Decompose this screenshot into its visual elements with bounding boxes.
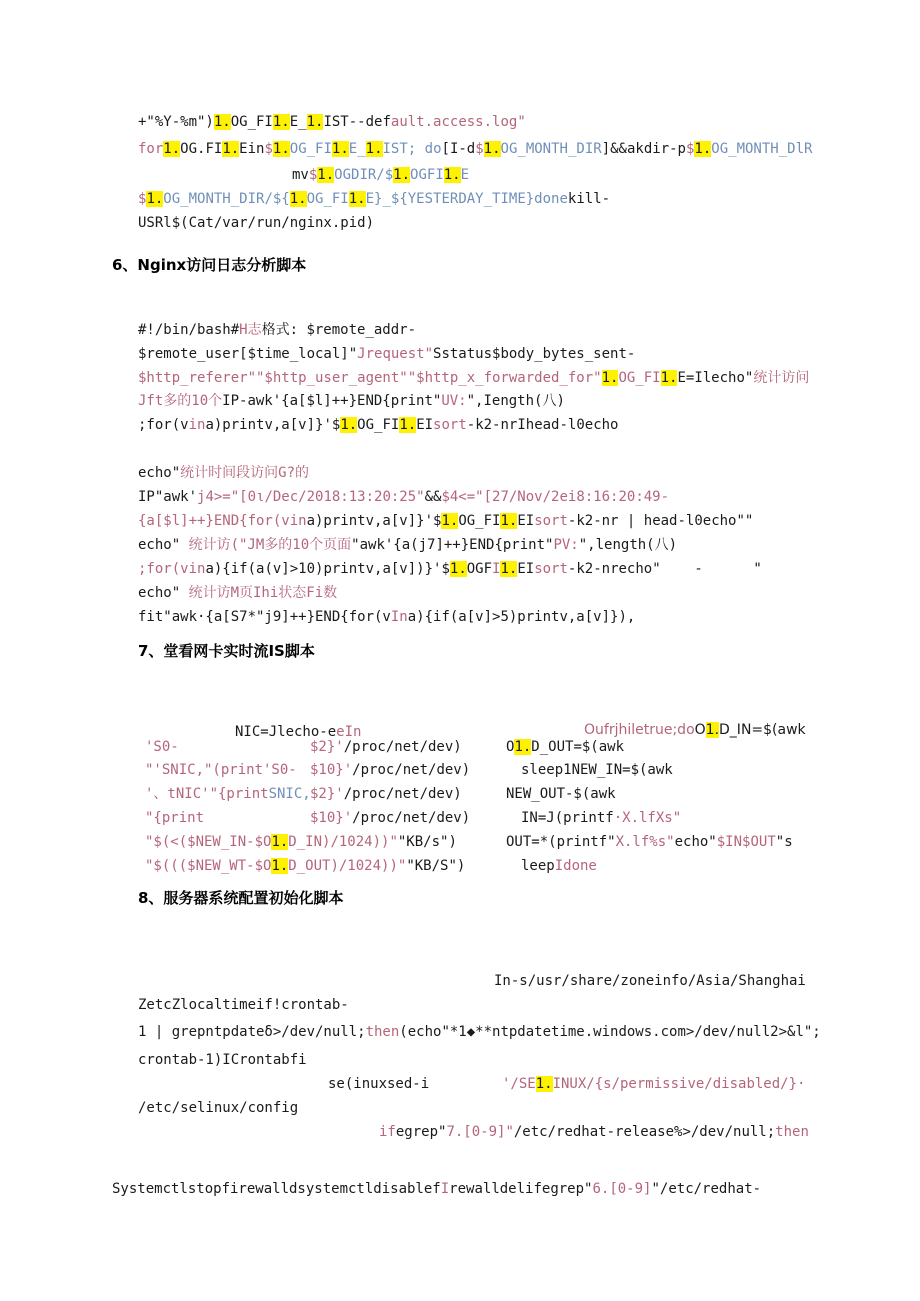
code-line-34: [145, 856, 465, 876]
code-token: IP-awk'{a[$l]++}END{print": [222, 393, 442, 409]
code-token: j4>="[0ι/Dec/2018:13:20:25": [197, 489, 425, 505]
code-token: +"%Y-%m"): [138, 114, 214, 130]
code-token: if: [379, 1124, 396, 1140]
highlight-mark: 1.: [272, 114, 290, 130]
highlight-mark: 1.: [289, 191, 307, 207]
highlight-mark: 1.: [271, 858, 289, 874]
code-token: OG_MONTH_DlR: [711, 141, 813, 157]
code-line-2: [138, 139, 812, 159]
code-token: In-s/usr/share/zoneinfo/Asia/Shanghai: [494, 973, 806, 989]
code-token: egrep": [541, 1181, 593, 1197]
code-token: Oufrjhiletrue;do: [584, 722, 695, 738]
code-token: /etc/selinux/config: [138, 1100, 299, 1116]
code-line-25: [521, 760, 673, 780]
code-token: D_OUT)/1024))": [288, 858, 407, 874]
code-token: OG_MONTH_DIR/${: [163, 191, 290, 207]
code-token: a)printv,a[v]}': [205, 417, 332, 433]
code-line-22: [506, 737, 624, 757]
code-line-26: [145, 784, 311, 804]
code-line-42: [138, 1098, 298, 1118]
highlight-mark: 1.: [331, 141, 349, 157]
code-token: E_: [348, 141, 366, 157]
highlight-mark: 1.: [365, 141, 383, 157]
code-token: EI: [416, 417, 434, 433]
code-token: $IN$OUT: [716, 834, 776, 850]
highlight-mark: 1.: [271, 834, 289, 850]
highlight-mark: 1.: [500, 561, 518, 577]
code-line-1: [138, 112, 526, 132]
code-token: $: [331, 417, 341, 433]
highlight-mark: 1.: [213, 114, 231, 130]
code-token: 6.[0-9]: [592, 1181, 652, 1197]
code-token: IST--def: [323, 114, 391, 130]
code-token: 7.[0-9]": [446, 1124, 514, 1140]
highlight-mark: 1.: [222, 141, 240, 157]
code-line-28: [506, 784, 616, 804]
code-token: crontab-1)ICrontabfi: [138, 1052, 307, 1068]
code-token: /proc/net/dev): [352, 762, 471, 778]
code-token: OG_FI: [618, 370, 661, 386]
code-line-15: [138, 559, 762, 579]
heading-6: 6、Nginx访问日志分析脚本: [112, 256, 307, 274]
code-line-36: [494, 971, 806, 991]
highlight-mark: 1.: [306, 114, 324, 130]
code-token: "s: [775, 834, 793, 850]
code-token: "awk'{a(j7]++}END{print": [351, 537, 554, 553]
code-token: OG_FI: [458, 513, 501, 529]
highlight-mark: 1.: [317, 167, 335, 183]
code-token: "KB/s"): [397, 834, 457, 850]
code-line-17: [138, 607, 635, 627]
code-line-11: [138, 463, 309, 483]
code-token: SNIC,: [268, 786, 311, 802]
code-line-44: [112, 1179, 761, 1199]
code-token: IP"awk': [138, 489, 198, 505]
code-token: 格式: $remote_addr-: [261, 322, 417, 338]
code-token: $2}': [310, 786, 344, 802]
code-token: then: [775, 1124, 809, 1140]
code-token: ",length(八): [578, 537, 678, 553]
code-token: $4<="[27/Nov/2ei8:16:20:49-: [441, 489, 670, 505]
highlight-mark: 1.: [705, 722, 720, 738]
code-token: sort: [534, 561, 568, 577]
code-token: NIC=Jlecho-e: [235, 724, 337, 740]
code-line-30: [310, 808, 470, 828]
code-token: Systemctlstopfirewalldsystemctldisablef: [112, 1181, 441, 1197]
code-token: "$((($NEW_WT-$O: [145, 858, 272, 874]
code-line-20: [145, 737, 179, 757]
code-token: I: [440, 1181, 450, 1197]
code-token: /etc/redhat-release%>/dev/null;: [513, 1124, 776, 1140]
highlight-mark: 1.: [500, 513, 518, 529]
code-line-8: [138, 368, 809, 388]
code-line-9: [138, 391, 565, 411]
code-token: sleep1NEW_IN=$(awk: [521, 762, 673, 778]
code-line-21: [310, 737, 462, 757]
highlight-mark: 1.: [694, 141, 712, 157]
code-line-16: [138, 583, 337, 603]
code-token: ;for(v: [138, 561, 189, 577]
code-token: a)printv,a[v]}': [306, 513, 434, 529]
code-line-33: [506, 832, 793, 852]
code-token: #!/bin/bash#: [138, 322, 240, 338]
code-line-6: [138, 320, 416, 340]
code-line-23: [145, 760, 297, 780]
code-token: 统计访("JM多的10个页面: [188, 537, 352, 553]
code-token: $: [475, 141, 484, 157]
code-token: echo": [138, 585, 189, 601]
code-token: ",Iength(八): [466, 393, 565, 409]
code-token: 统计访问: [753, 370, 810, 386]
code-token: $http_referer""$http_user_agent""$http_x_forwarded_for": [138, 370, 602, 386]
code-token: '/SE: [502, 1076, 536, 1092]
code-token: OG_FI: [230, 114, 273, 130]
code-token: mv: [292, 167, 309, 183]
code-token: "{print: [145, 810, 205, 826]
code-line-3: [292, 165, 469, 185]
code-line-4: [138, 189, 610, 209]
code-token: OGFI: [410, 167, 444, 183]
code-token: echo": [674, 834, 717, 850]
code-token: echo": [138, 537, 189, 553]
code-token: E: [460, 167, 470, 183]
code-token: $10}': [310, 762, 353, 778]
heading-7: 7、堂看网卡实时流IS脚本: [138, 642, 315, 660]
code-line-43: [379, 1122, 809, 1142]
code-token: /proc/net/dev): [343, 739, 462, 755]
code-line-38: [138, 1022, 821, 1042]
heading-8: 8、服务器系统配置初始化脚本: [138, 889, 344, 907]
code-token: PV:: [553, 537, 579, 553]
code-token: ]&&akdir-p: [601, 141, 686, 157]
code-line-10: [138, 415, 618, 435]
code-token: $remote_user[$time_local]": [138, 346, 358, 362]
code-token: /proc/net/dev): [352, 810, 471, 826]
code-token: UV:: [441, 393, 467, 409]
code-token: ;for(v: [138, 417, 189, 433]
code-token: NEW_OUT-$(awk: [506, 786, 616, 802]
code-token: in: [188, 561, 206, 577]
code-token: for: [138, 141, 164, 157]
code-line-40: [328, 1074, 429, 1094]
highlight-mark: 1.: [272, 141, 290, 157]
highlight-mark: 1.: [441, 513, 459, 529]
code-line-14: [138, 535, 677, 555]
code-line-13: [138, 511, 753, 531]
code-line-12: [138, 487, 669, 507]
code-token: fit"awk·{a[S7*"j9]++}END{for(v: [138, 609, 391, 625]
highlight-mark: 1.: [535, 1076, 553, 1092]
code-token: "$(<($NEW_IN-$O: [145, 834, 272, 850]
code-token: &&: [424, 489, 442, 505]
code-line-31: [521, 808, 681, 828]
code-token: 统计时间段访问G?的: [180, 465, 310, 481]
code-token: echo": [138, 465, 181, 481]
highlight-mark: 1.: [601, 370, 619, 386]
code-line-32: [145, 832, 457, 852]
highlight-mark: 1.: [340, 417, 358, 433]
code-token: X.lf%s": [615, 834, 675, 850]
highlight-mark: 1.: [399, 417, 417, 433]
code-token: 1 | grepntpdateδ>/dev/null;: [138, 1024, 366, 1040]
code-line-35: [521, 856, 597, 876]
code-token: IST; do: [382, 141, 442, 157]
code-token: $: [138, 191, 147, 207]
code-token: '、tNIC'"{print: [145, 786, 269, 802]
code-token: a){if(a[v]>5)printv,a[v]}),: [407, 609, 636, 625]
code-token: in: [289, 513, 307, 529]
highlight-mark: 1.: [163, 141, 181, 157]
code-token: /proc/net/dev): [343, 786, 462, 802]
highlight-mark: 1.: [449, 561, 467, 577]
code-line-27: [310, 784, 462, 804]
code-token: EI: [517, 513, 535, 529]
code-token: In: [390, 609, 408, 625]
code-token: se(inuxsed-i: [328, 1076, 430, 1092]
code-token: EI: [517, 561, 535, 577]
code-token: 'S0-: [145, 739, 179, 755]
code-token: $: [685, 141, 695, 157]
code-token: leep: [521, 858, 555, 874]
code-token: -k2-nrIhead-l0echo: [466, 417, 619, 433]
code-token: -k2-nr | head-l0echo"": [567, 513, 754, 529]
code-token: $10}': [310, 810, 353, 826]
code-token: OG_FI: [289, 141, 332, 157]
code-token: IN=J(printf: [521, 810, 614, 826]
code-token: OUT=*(printf": [506, 834, 616, 850]
highlight-mark: 1.: [348, 191, 366, 207]
code-token: D_IN)/1024))": [288, 834, 398, 850]
code-token: rewalldelif: [449, 1181, 542, 1197]
code-token: OG_FI: [306, 191, 349, 207]
code-token: OGF: [466, 561, 493, 577]
code-line-41: [502, 1074, 805, 1094]
code-token: O: [694, 722, 706, 738]
code-line-29: [145, 808, 204, 828]
code-token: Jft多的10个: [138, 393, 223, 409]
code-token: "KB/S"): [406, 858, 466, 874]
code-token: "'SNIC,"(print'S0-: [145, 762, 297, 778]
code-token: sort: [534, 513, 568, 529]
code-token: ·X.lfXs": [613, 810, 682, 826]
highlight-mark: 1.: [514, 739, 532, 755]
code-line-37: [138, 995, 349, 1015]
code-token: OG_FI: [357, 417, 400, 433]
code-token: $: [308, 167, 318, 183]
code-token: USRl$(Cat/var/run/nginx.pid): [138, 215, 375, 231]
code-token: eIn: [336, 724, 362, 740]
code-token: OG_MONTH_DIR: [500, 141, 602, 157]
code-line-39: [138, 1050, 307, 1070]
code-token: kill-: [567, 191, 611, 207]
code-token: ault.access.log": [390, 114, 526, 130]
code-token: "/etc/redhat-: [651, 1181, 762, 1197]
highlight-mark: 1.: [443, 167, 461, 183]
code-token: D_OUT=$(awk: [531, 739, 625, 755]
code-token: egrep": [395, 1124, 447, 1140]
code-token: [I-d: [441, 141, 476, 157]
code-token: sort: [433, 417, 467, 433]
code-token: $: [264, 141, 273, 157]
code-line-24: [310, 760, 470, 780]
code-token: Sstatus$body_bytes_sent-: [433, 346, 636, 362]
code-line-5: [138, 213, 374, 233]
code-token: E=Ilecho": [677, 370, 754, 386]
code-token: $2}': [310, 739, 344, 755]
highlight-mark: 1.: [660, 370, 678, 386]
highlight-mark: 1.: [393, 167, 411, 183]
code-token: ZetcZlocaltimeif!crontab-: [138, 997, 349, 1013]
code-token: in: [188, 417, 206, 433]
code-line-7: [138, 344, 635, 364]
code-token: H志: [239, 322, 262, 338]
code-token: $: [433, 513, 442, 529]
code-token: E}_${YESTERDAY_TIME}done: [365, 191, 568, 207]
highlight-mark: 1.: [483, 141, 501, 157]
code-token: I: [492, 561, 501, 577]
code-token: {a[$l]++}END{for(v: [138, 513, 290, 529]
code-token: Idone: [554, 858, 597, 874]
highlight-mark: 1.: [146, 191, 164, 207]
code-token: -k2-nrecho" - ": [567, 561, 762, 577]
code-token: 统计访M页Ihi状态Fi数: [188, 585, 338, 601]
code-token: O: [506, 739, 515, 755]
code-token: a){if(a(v]>10)printv,a[v])}': [205, 561, 442, 577]
code-token: $: [441, 561, 450, 577]
code-token: OG.FI: [180, 141, 223, 157]
code-token: D_IN=$(awk: [719, 722, 806, 738]
code-token: Jrequest": [357, 346, 434, 362]
code-token: INUX/{s/permissive/disabled/}·: [552, 1076, 806, 1092]
code-token: OGDIR/$: [334, 167, 394, 183]
code-token: then: [365, 1024, 400, 1040]
code-token: E_: [289, 114, 307, 130]
code-token: Ein: [239, 141, 265, 157]
code-token: (echo"*1◆**ntpdatetime.windows.com>/dev/null2>&l";: [399, 1024, 821, 1040]
